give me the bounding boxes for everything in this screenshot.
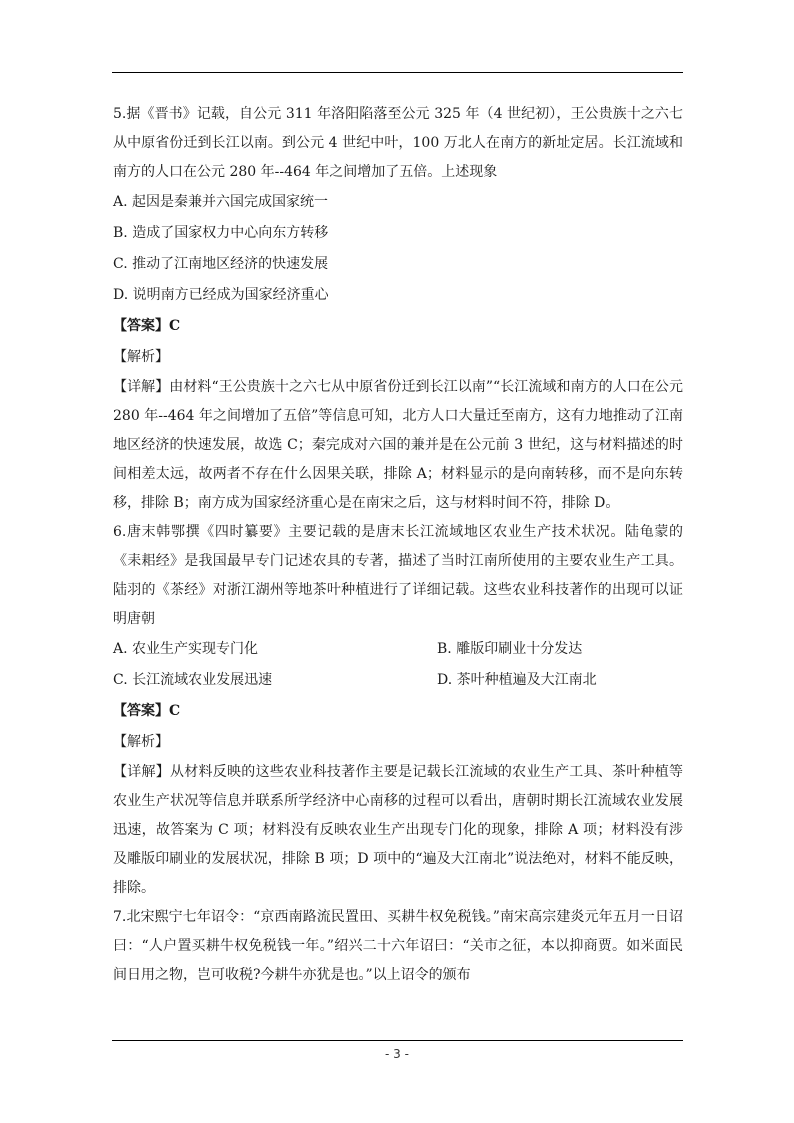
question-6-option-c: C. 长江流域农业发展迅速 bbox=[113, 672, 273, 688]
question-6-option-a: A. 农业生产实现专门化 bbox=[113, 641, 259, 657]
question-6-analysis-label: 【解析】 bbox=[113, 734, 169, 750]
question-6-detail: 【详解】从材料反映的这些农业科技著作主要是记载长江流域的农业生产工具、茶叶种植等农业生产状况等信息并联系所学经济中心南移的过程可以看出，唐朝时期长江流域农业发展迅速，故答案为 C 项；材料没有反映农业生产出现专门化的现象，排除 A 项；材料没有涉及雕版印刷业的发展状况，排除 B 项；D 项中的“遍及大江南北”说法绝对，材料不能反映，排除。 bbox=[113, 764, 683, 896]
question-5-answer: 【答案】C bbox=[113, 318, 181, 334]
question-6-option-b: B. 雕版印刷业十分发达 bbox=[437, 641, 583, 657]
footer-rule bbox=[112, 1040, 683, 1041]
header-rule bbox=[112, 72, 683, 73]
page-content bbox=[113, 100, 683, 990]
question-6-options-row-1 bbox=[113, 634, 683, 665]
question-6-answer: 【答案】C bbox=[113, 703, 181, 719]
question-6-stem: 6.唐末韩鄂撰《四时纂要》主要记载的是唐末长江流域地区农业生产技术状况。陆龟蒙的《耒耜经》是我国最早专门记述农具的专著，描述了当时江南所使用的主要农业生产工具。陆羽的《茶经》对浙江湖州等地茶叶种植进行了详细记载。这些农业科技著作的出现可以证明唐朝 bbox=[113, 524, 683, 627]
question-5-option-c: C. 推动了江南地区经济的快速发展 bbox=[113, 256, 329, 272]
question-5-option-d: D. 说明南方已经成为国家经济重心 bbox=[113, 287, 329, 303]
question-7-stem: 7.北宋熙宁七年诏令：“京西南路流民置田、买耕牛权免税钱。”南宋高宗建炎元年五月一日诏曰：“人户置买耕牛权免税钱一年。”绍兴二十六年诏曰：“关市之征，本以抑商贾。如米面民间日用之物，岂可收税?今耕牛亦犹是也。”以上诏令的颁布 bbox=[113, 909, 683, 983]
question-5-option-a: A. 起因是秦兼并六国完成国家统一 bbox=[113, 194, 329, 210]
question-5-option-b: B. 造成了国家权力中心向东方转移 bbox=[113, 225, 329, 241]
question-6-options-row-2 bbox=[113, 665, 683, 696]
question-6-option-d: D. 茶叶种植遍及大江南北 bbox=[437, 672, 597, 688]
question-5-analysis-label: 【解析】 bbox=[113, 349, 169, 365]
question-5-detail: 【详解】由材料“王公贵族十之六七从中原省份迁到长江以南”“长江流域和南方的人口在公元 280 年--464 年之间增加了五倍”等信息可知，北方人口大量迁至南方，这有力地推动了江南地区经济的快速发展，故选 C；秦完成对六国的兼并是在公元前 3 世纪，这与材料描述的时间相差太远，故两者不存在什么因果关联，排除 A；材料显示的是向南转移，而不是向东转移，排除 B；南方成为国家经济重心是在南宋之后，这与材料时间不符，排除 D。 bbox=[113, 379, 683, 511]
question-5-stem: 5.据《晋书》记载，自公元 311 年洛阳陷落至公元 325 年（4 世纪初），王公贵族十之六七从中原省份迁到长江以南。到公元 4 世纪中叶，100 万北人在南方的新址定居。长江流域和南方的人口在公元 280 年--464 年之间增加了五倍。上述现象 bbox=[113, 106, 683, 180]
page-number: - 3 - bbox=[385, 1047, 409, 1061]
